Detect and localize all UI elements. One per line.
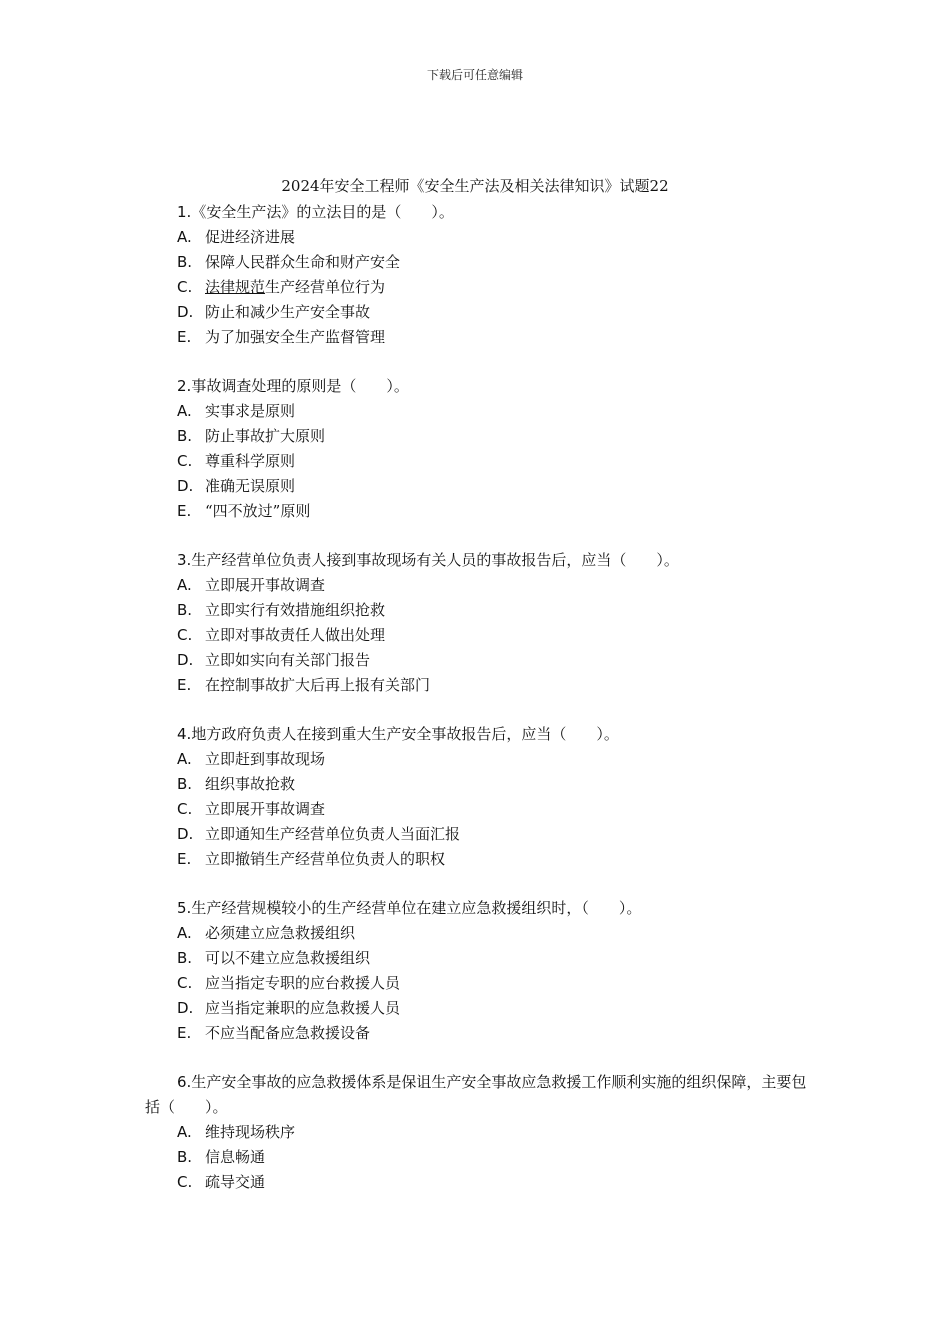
option	[145, 598, 810, 623]
option-text: 促进经济进展	[205, 228, 296, 246]
option	[145, 747, 810, 772]
question-number: 1.	[177, 203, 192, 221]
option-letter: A.	[177, 576, 192, 594]
spacer	[145, 698, 810, 722]
option-letter: E.	[177, 676, 192, 694]
option-letter: E.	[177, 850, 192, 868]
option-text: 信息畅通	[205, 1148, 266, 1166]
option-letter: B.	[177, 775, 193, 793]
question-list	[145, 200, 810, 1195]
spacer	[145, 524, 810, 548]
option-letter: D.	[177, 651, 194, 669]
question-4	[145, 722, 810, 747]
option-text: 在控制事故扩大后再上报有关部门	[205, 676, 431, 694]
question-number: 3.	[177, 551, 192, 569]
option	[145, 275, 810, 300]
document-title: 2024年安全工程师《安全生产法及相关法律知识》试题22	[281, 177, 669, 195]
option-text: 准确无误原则	[205, 477, 296, 495]
header-note: 下载后可任意编辑	[426, 68, 523, 82]
option	[145, 1120, 810, 1145]
option-letter: C.	[177, 278, 193, 296]
option	[145, 573, 810, 598]
option-text: 尊重科学原则	[205, 452, 296, 470]
option-letter: B.	[177, 949, 193, 967]
option-letter: B.	[177, 253, 193, 271]
option-text: 必须建立应急救援组织	[205, 924, 356, 942]
question-text: 生产经营单位负责人接到事故现场有关人员的事故报告后，应当（ ）。	[191, 551, 679, 569]
option-text: 疏导交通	[205, 1173, 266, 1191]
spacer	[145, 1046, 810, 1070]
option	[145, 1145, 810, 1170]
option	[145, 648, 810, 673]
option	[145, 996, 810, 1021]
question-text: 生产安全事故的应急救援体系是保诅生产安全事故应急救援工作顺利实施的组织保障，主要包括（ ）。	[145, 1073, 807, 1116]
option-text: 立即赶到事故现场	[205, 750, 326, 768]
question-text: 生产经营规模较小的生产经营单位在建立应急救援组织时，（ ）。	[191, 899, 642, 917]
option	[145, 1021, 810, 1046]
option-letter: D.	[177, 303, 194, 321]
option	[145, 971, 810, 996]
option	[145, 225, 810, 250]
option-text: 防止和减少生产安全事故	[205, 303, 371, 321]
option-letter: B.	[177, 427, 193, 445]
option	[145, 325, 810, 350]
question-number: 4.	[177, 725, 192, 743]
spacer	[145, 872, 810, 896]
option-text: 应当指定兼职的应急救援人员	[205, 999, 401, 1017]
option-letter: E.	[177, 502, 192, 520]
option-text: 立即撤销生产经营单位负责人的职权	[205, 850, 446, 868]
option-text: 立即对事故责任人做出处理	[205, 626, 386, 644]
option-letter: C.	[177, 974, 193, 992]
option-letter: C.	[177, 1173, 193, 1191]
option-letter: A.	[177, 402, 192, 420]
option	[145, 424, 810, 449]
option-text: 保障人民群众生命和财产安全	[205, 253, 401, 271]
option	[145, 822, 810, 847]
option-letter: A.	[177, 228, 192, 246]
question-text: 地方政府负责人在接到重大生产安全事故报告后，应当（ ）。	[191, 725, 619, 743]
option-letter: C.	[177, 626, 193, 644]
option-letter: D.	[177, 825, 194, 843]
question-5	[145, 896, 810, 921]
option-text: 不应当配备应急救援设备	[205, 1024, 371, 1042]
question-2	[145, 374, 810, 399]
option-text: 生产经营单位行为	[265, 278, 386, 296]
option-text: 立即展开事故调查	[205, 800, 326, 818]
option-letter: A.	[177, 750, 192, 768]
option-text: 立即如实向有关部门报告	[205, 651, 371, 669]
option-text: 实事求是原则	[205, 402, 296, 420]
question-number: 6.	[177, 1073, 192, 1091]
option	[145, 250, 810, 275]
option-text: 应当指定专职的应台救援人员	[205, 974, 401, 992]
option-letter: E.	[177, 328, 192, 346]
option-letter: E.	[177, 1024, 192, 1042]
question-text: 《安全生产法》的立法目的是（ ）。	[191, 203, 454, 221]
option	[145, 300, 810, 325]
option	[145, 772, 810, 797]
option	[145, 399, 810, 424]
option-text: 防止事故扩大原则	[205, 427, 326, 445]
option-letter: A.	[177, 924, 192, 942]
option	[145, 673, 810, 698]
option	[145, 623, 810, 648]
option	[145, 1170, 810, 1195]
option-text: 立即通知生产经营单位负责人当面汇报	[205, 825, 461, 843]
option-text: 为了加强安全生产监督管理	[205, 328, 386, 346]
option-letter: B.	[177, 1148, 193, 1166]
option-letter: D.	[177, 999, 194, 1017]
option	[145, 847, 810, 872]
option-text: 立即实行有效措施组织抢救	[205, 601, 386, 619]
option-letter: A.	[177, 1123, 192, 1141]
option-letter: B.	[177, 601, 193, 619]
option	[145, 474, 810, 499]
option	[145, 499, 810, 524]
question-number: 2.	[177, 377, 192, 395]
option-letter: C.	[177, 800, 193, 818]
option-text: 组织事故抢救	[205, 775, 296, 793]
option	[145, 946, 810, 971]
underlined-text: 法律规范	[205, 278, 266, 296]
question-number: 5.	[177, 899, 192, 917]
option-text: 可以不建立应急救援组织	[205, 949, 371, 967]
option	[145, 449, 810, 474]
option-letter: C.	[177, 452, 193, 470]
question-6	[145, 1070, 810, 1120]
question-3	[145, 548, 810, 573]
option	[145, 797, 810, 822]
option-text: “四不放过”原则	[205, 502, 311, 520]
question-text: 事故调查处理的原则是（ ）。	[191, 377, 409, 395]
option-text: 立即展开事故调查	[205, 576, 326, 594]
question-1	[145, 200, 810, 225]
option-letter: D.	[177, 477, 194, 495]
spacer	[145, 350, 810, 374]
option	[145, 921, 810, 946]
option-text: 维持现场秩序	[205, 1123, 296, 1141]
